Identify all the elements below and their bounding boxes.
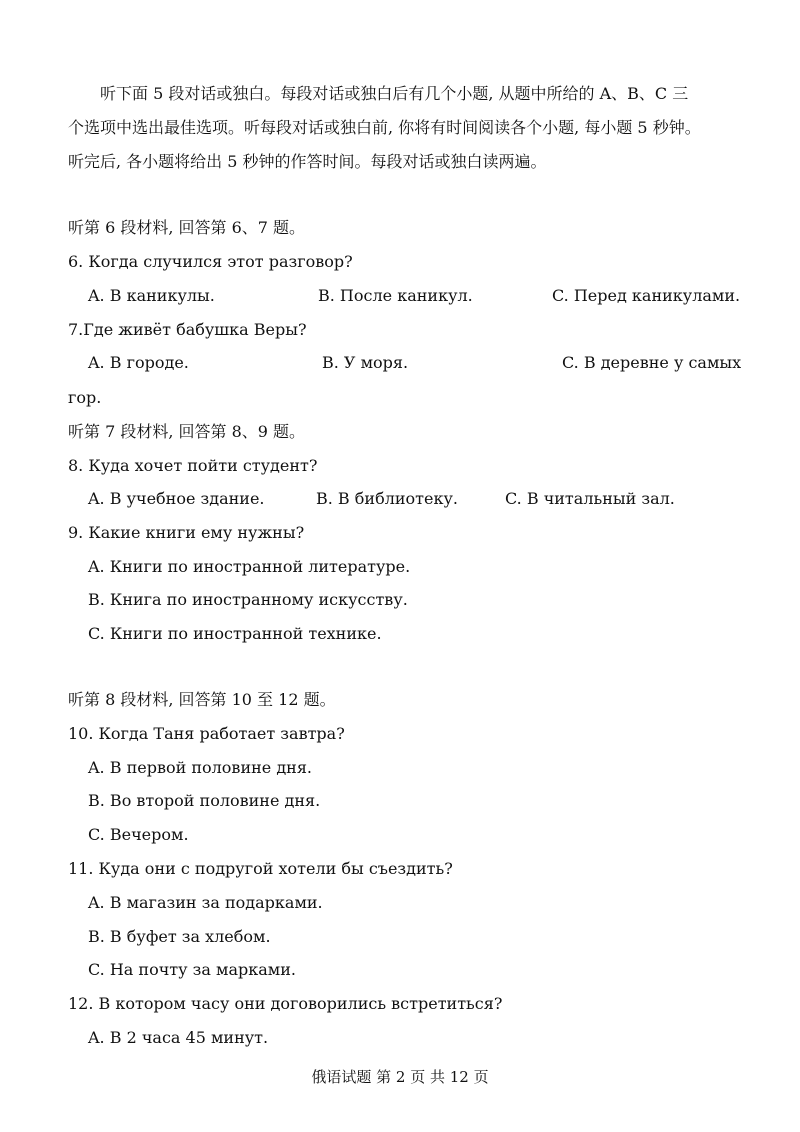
option-b: B. У моря.	[322, 353, 409, 372]
option-a: A. В первой половине дня.	[88, 758, 313, 777]
option-a: A. В магазин за подарками.	[88, 893, 323, 912]
option-b: B. Во второй половине дня.	[88, 791, 321, 810]
option-b: B. Книга по иностранному искусству.	[88, 590, 408, 609]
option-c: C. В читальный зал.	[505, 489, 675, 508]
section-heading: 听第 8 段材料, 回答第 10 至 12 题。	[68, 690, 336, 709]
instructions-line-1: 听下面 5 段对话或独白。每段对话或独白后有几个小题, 从题中所给的 A、B、C 三	[100, 84, 689, 103]
option-c: C. Перед каникулами.	[552, 286, 741, 305]
question-text: 11. Куда они с подругой хотели бы съездить?	[68, 859, 453, 878]
option-c: C. Книги по иностранной технике.	[88, 624, 382, 643]
instructions-line-2: 个选项中选出最佳选项。听每段对话或独白前, 你将有时间阅读各个小题, 每小题 5 秒钟。	[68, 118, 701, 137]
section-heading: 听第 7 段材料, 回答第 8、9 题。	[68, 422, 306, 441]
instructions-line-3: 听完后, 各小题将给出 5 秒钟的作答时间。每段对话或独白读两遍。	[68, 152, 547, 171]
option-a: A. В 2 часа 45 минут.	[88, 1028, 269, 1047]
option-b: B. В библиотеку.	[316, 489, 458, 508]
question-text: 6. Когда случился этот разговор?	[68, 252, 353, 271]
question-text: 12. В котором часу они договорились встретиться?	[68, 994, 503, 1013]
option-a: A. Книги по иностранной литературе.	[88, 557, 411, 576]
option-a: A. В учебное здание.	[88, 489, 265, 508]
question-text: 9. Какие книги ему нужны?	[68, 523, 305, 542]
option-a: A. В городе.	[88, 353, 189, 372]
page-footer: 俄语试题 第 2 页 共 12 页	[311, 1068, 489, 1086]
option-c: C. В деревне у самых	[562, 353, 742, 372]
option-b: B. В буфет за хлебом.	[88, 927, 271, 946]
option-a: A. В каникулы.	[88, 286, 215, 305]
question-text: 10. Когда Таня работает завтра?	[68, 724, 345, 743]
option-b: B. После каникул.	[318, 286, 473, 305]
question-text: 8. Куда хочет пойти студент?	[68, 456, 318, 475]
section-heading: 听第 6 段材料, 回答第 6、7 题。	[68, 218, 306, 237]
question-text: 7.Где живёт бабушка Веры?	[68, 320, 307, 339]
option-c: C. На почту за марками.	[88, 960, 296, 979]
option-c: C. Вечером.	[88, 825, 189, 844]
option-c-continuation: гор.	[68, 388, 102, 407]
